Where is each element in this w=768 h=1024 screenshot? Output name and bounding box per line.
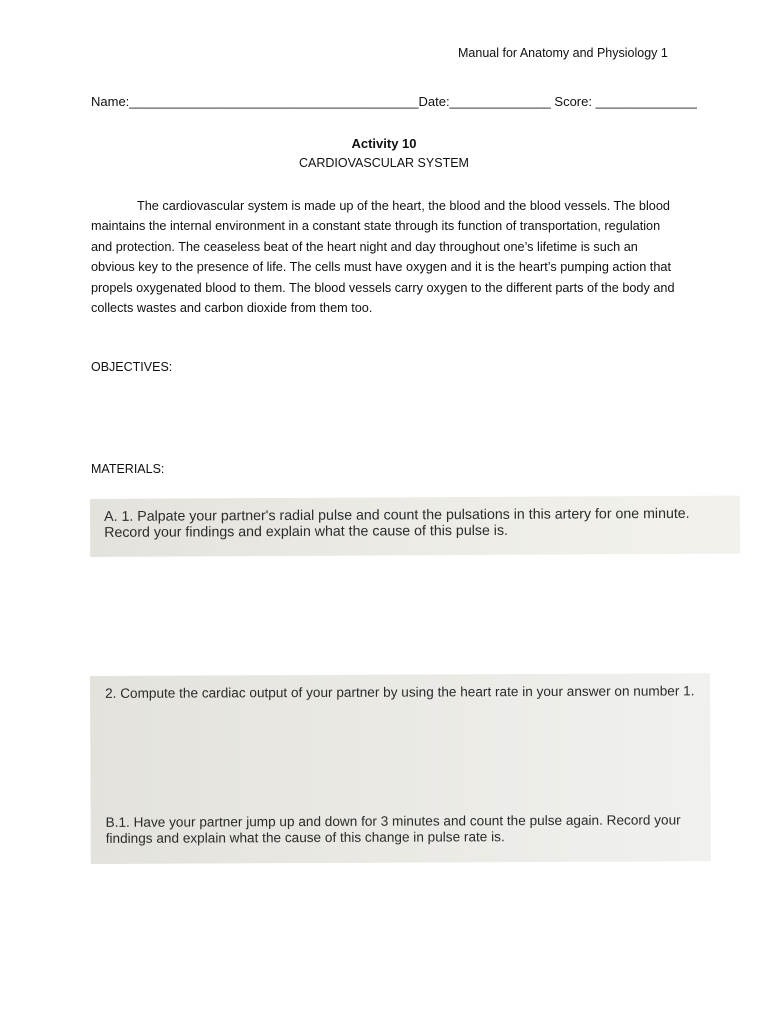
intro-paragraph: The cardiovascular system is made up of the heart, the blood and the blood vessels. The blood maintains the internal environment in a constant state through its function of transportation, regulation and protection. The ceaseless beat of the heart night and day throughout one’s lifetime is such an obvious key to the presence of life. The cells must have oxygen and it is the heart’s pumping action that propels oxygenated blood to them. The blood vessels carry oxygen to the different parts of the body and collects wastes and carbon dioxide from them too. [91,199,675,316]
pasted-questions-a2-b1 [90,673,711,864]
materials-heading: MATERIALS: [91,462,165,476]
activity-title: Activity 10 [351,136,417,151]
name-date-score-line: Name:________________________________________Date:______________ Score: ______________ [91,94,697,109]
question-a1-text: A. 1. Palpate your partner's radial pulse and count the pulsations in this artery for one minute. Record your findings and explain what the cause of this pulse is. [104,505,690,541]
pasted-question-a1 [90,496,740,557]
activity-subtitle: CARDIOVASCULAR SYSTEM [299,156,469,170]
objectives-heading: OBJECTIVES: [91,360,173,374]
question-b1-text: B.1. Have your partner jump up and down for 3 minutes and count the pulse again. Record your findings and explain what the cause of this change in pulse rate is. [105,812,681,846]
question-a2-text: 2. Compute the cardiac output of your partner by using the heart rate in your answer on number 1. [105,683,695,701]
manual-title: Manual for Anatomy and Physiology 1 [458,46,668,60]
